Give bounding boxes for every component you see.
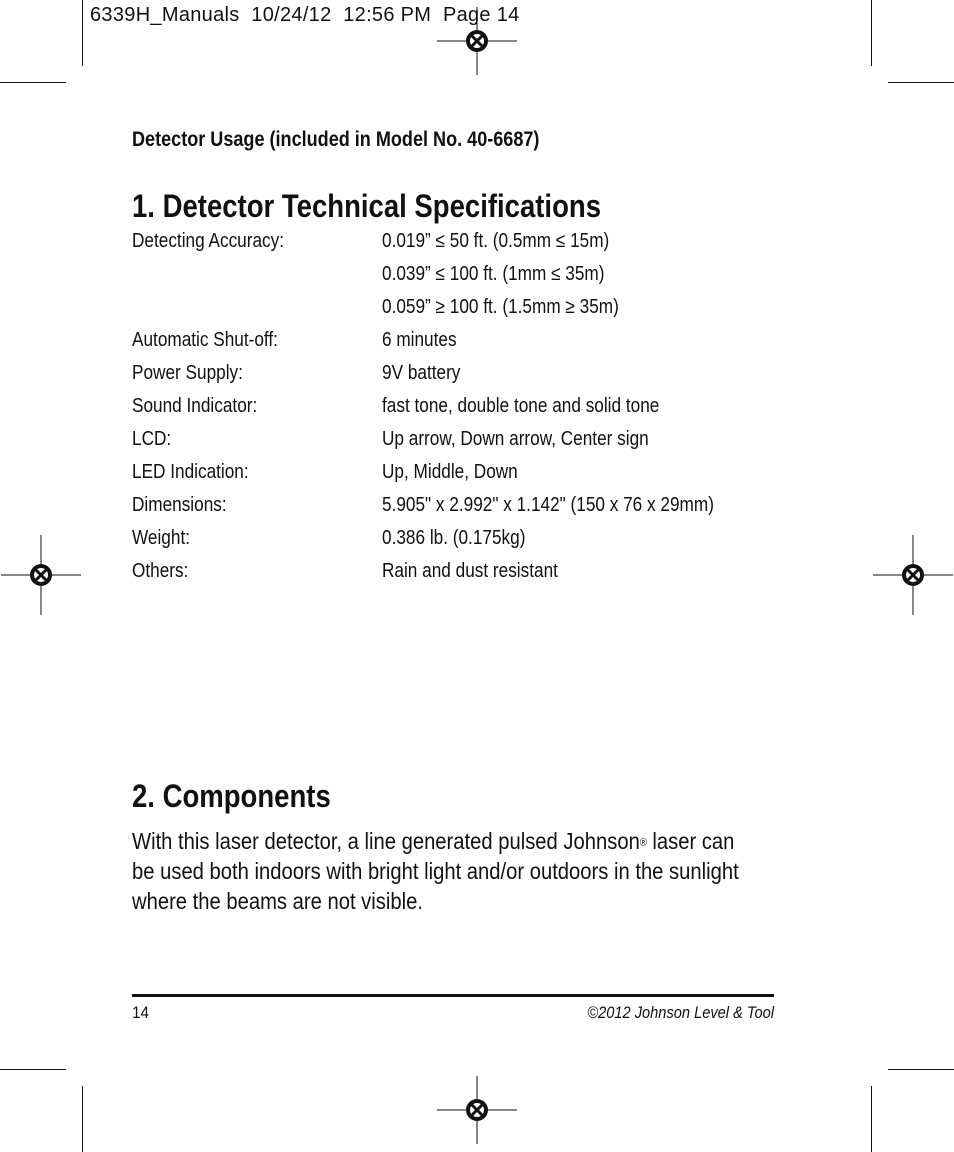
spec-row: [132, 362, 832, 395]
registration-mark-right-icon: [873, 535, 953, 615]
spec-label: LCD:: [132, 428, 172, 450]
footer-divider: [132, 994, 774, 997]
spec-section-title: 1. Detector Technical Specifications: [132, 188, 602, 224]
spec-value: Up arrow, Down arrow, Center sign: [382, 428, 649, 450]
crop-mark-bottom-right-vertical: [871, 1086, 872, 1152]
crop-mark-top-left-vertical: [82, 0, 83, 66]
spec-row: [132, 527, 832, 560]
spec-label: Automatic Shut-off:: [132, 329, 278, 351]
spec-label: Dimensions:: [132, 494, 227, 516]
spec-row: [132, 230, 832, 263]
components-paragraph: [132, 826, 751, 916]
spec-value: 0.019” ≤ 50 ft. (0.5mm ≤ 15m): [382, 230, 610, 252]
spec-value: 6 minutes: [382, 329, 457, 351]
printer-slug-line: 6339H_Manuals 10/24/12 12:56 PM Page 14: [90, 4, 520, 26]
spec-value: 0.386 lb. (0.175kg): [382, 527, 526, 549]
crop-mark-bottom-left-horizontal: [0, 1069, 66, 1070]
registration-mark-bottom-icon: [437, 1070, 517, 1150]
crop-mark-bottom-right-horizontal: [888, 1069, 954, 1070]
paragraph-text-start: With this laser detector, a line generated pulsed Johnson: [132, 828, 640, 854]
spec-row: [132, 428, 832, 461]
spec-row: [132, 329, 832, 362]
spec-value: Rain and dust resistant: [382, 560, 558, 582]
spec-label: Detecting Accuracy:: [132, 230, 285, 252]
registration-mark-left-icon: [1, 535, 81, 615]
spec-label: Sound Indicator:: [132, 395, 258, 417]
spec-value: 0.059” ≥ 100 ft. (1.5mm ≥ 35m): [382, 296, 619, 318]
components-section-title: 2. Components: [132, 778, 331, 814]
crop-mark-top-right-vertical: [871, 0, 872, 66]
spec-label: Power Supply:: [132, 362, 243, 384]
spec-label: Weight:: [132, 527, 191, 549]
spec-row: [132, 461, 832, 494]
crop-mark-top-right-horizontal: [888, 82, 954, 83]
copyright-notice: ©2012 Johnson Level & Tool: [587, 1003, 774, 1022]
spec-row: [132, 560, 832, 593]
spec-row: [132, 263, 832, 296]
spec-value: fast tone, double tone and solid tone: [382, 395, 660, 417]
spec-value: 0.039” ≤ 100 ft. (1mm ≤ 35m): [382, 263, 605, 285]
spec-value: 9V battery: [382, 362, 461, 384]
spec-value: 5.905" x 2.992" x 1.142" (150 x 76 x 29mm): [382, 494, 714, 516]
registered-trademark-mark: ®: [639, 837, 647, 849]
page-number: 14: [132, 1003, 150, 1022]
crop-mark-top-left-horizontal: [0, 82, 66, 83]
section-intro-heading: Detector Usage (included in Model No. 40-6687): [132, 128, 540, 151]
registration-mark-top-icon: [437, 1, 517, 81]
spec-value: Up, Middle, Down: [382, 461, 518, 483]
spec-label: LED Indication:: [132, 461, 249, 483]
spec-label: Others:: [132, 560, 189, 582]
crop-mark-bottom-left-vertical: [82, 1086, 83, 1152]
spec-table: [132, 230, 832, 593]
spec-row: [132, 296, 832, 329]
spec-row: [132, 395, 832, 428]
paragraph-text-end: laser can be used both indoors with bright light and/or outdoors in the sunlight where the beams are not visible.: [132, 828, 739, 914]
spec-row: [132, 494, 832, 527]
